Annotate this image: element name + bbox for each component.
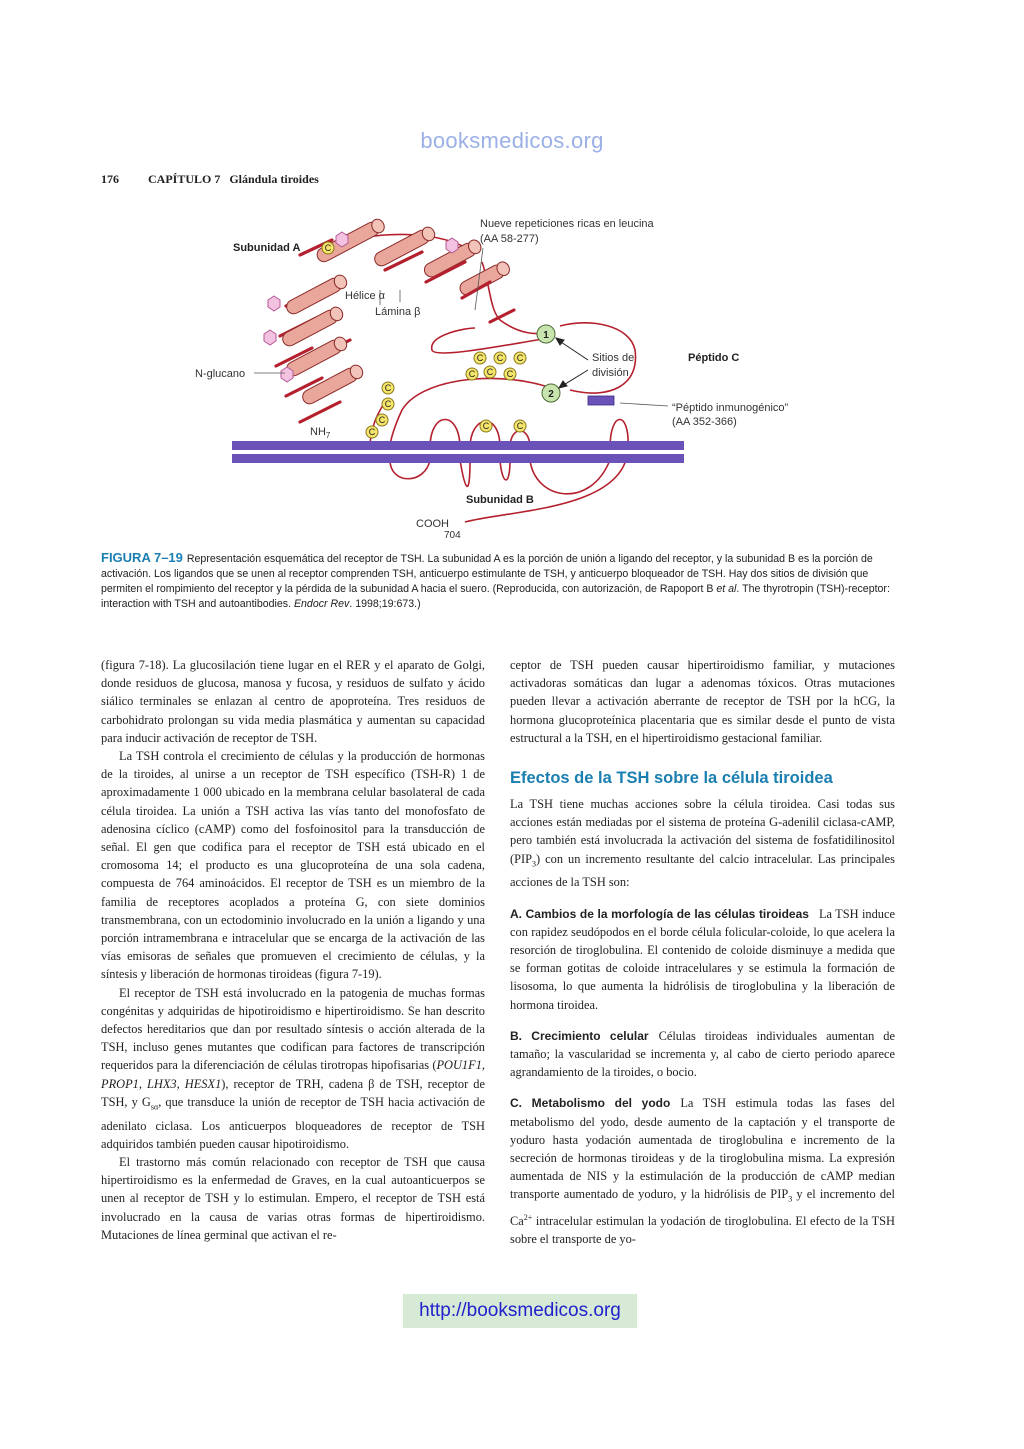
paragraph: El receptor de TSH está involucrado en la patogenia de muchas formas congénitas y adquiridas de hipotiroidismo e hipertiroidismo. Se han descrito defectos hereditarios que dan por resultado síntesis o acción alterada de la TSH, incluso genes mutantes que codifican para factores de transcripción requeridos para la diferenciación de células tirotropas hipofisarias (POU1F1, PROP1, LHX3, HESX1), receptor de TRH, cadena β de TSH, receptor de TSH, y $G_{s\alpha}$, que transduce la unión de receptor de TSH hacia activación de adenilato ciclasa. Los anticuerpos bloqueadores de receptor de TSH adquiridos también pueden causar hipotiroidismo. [101, 985, 485, 1151]
svg-text:C: C [384, 383, 392, 393]
figure-tsh-receptor [190, 210, 830, 545]
svg-text:C: C [468, 369, 476, 379]
figure-caption: FIGURA 7–19 Representación esquemática del receptor de TSH. La subunidad A es la porción de unión a ligando del receptor, y la subunidad B es la porción de activación. Los ligandos que se unen al receptor comprenden TSH, anticuerpo estimulante de TSH, y anticuerpo bloqueador de TSH. Hay dos sitios de división que permiten el rompimiento del receptor y la pérdida de la subunidad A hacia el suero. (Reproducida, con autorización, de Rapoport B et al. The thyrotropin (TSH)-receptor: interaction with TSH and autoantibodies. Endocr Rev. 1998;19:673.) [101, 550, 890, 610]
glycan-hexagon [336, 232, 348, 247]
cysteine-marker [322, 242, 334, 254]
svg-text:C: C [486, 367, 494, 377]
svg-text:(AA 58-277): (AA 58-277) [480, 233, 539, 245]
paragraph: El trastorno más común relacionado con receptor de TSH que causa hipertiroidismo es la enfermedad de Graves, en la cual autoanticuerpos se unen al receptor de TSH y lo estimulan. Empero, el receptor de TSH está involucrado en la causa de varias otras formas de hipertiroidismo. Mutaciones de línea germinal que activan el re- [101, 1154, 485, 1242]
svg-text:704: 704 [444, 530, 461, 541]
label-sheet: Lámina β [375, 306, 421, 318]
svg-text:C: C [384, 399, 392, 409]
svg-text:C: C [516, 421, 524, 431]
svg-text:(AA 352-366): (AA 352-366) [672, 416, 737, 428]
label-subunit-b: Subunidad B [466, 494, 534, 506]
paragraph: (figura 7-18). La glucosilación tiene lugar en el RER y el aparato de Golgi, donde residuos de glucosa, manosa y fucosa, y residuos de sulfato y ácido siálico terminales se enlazan al centro de apoproteína. Tres residuos de carbohidrato prolongan su vida media plasmática y aumentan su capacidad para inducir activación de receptor de TSH. [101, 658, 485, 745]
paragraph: La TSH controla el crecimiento de células y la producción de hormonas de la tiroides, al unirse a un receptor de TSH específico (TSH-R) 1 de aproximadamente 1 000 ubicado en la membrana celular basolateral de cada célula tiroidea. La unión a TSH activa las vías tanto del monofosfato de adenosina cíclico (cAMP) como del fosfoinositol para la transducción de señal. El gen que codifica para el receptor de TSH está ubicado en el cromosoma 14; el producto es una glucoproteína de una sola cadena, compuesta de 764 aminoácidos. El receptor de TSH es un miembro de la familia de receptores acoplados a proteína G, con siete dominios transmembrana, con un ectodominio involucrado en la unión a ligando y una porción intramembrana e intracelular que se encarga de la activación de las vías emisoras de señales que promueven el crecimiento de células, y la síntesis y liberación de hormonas tiroideas (figura 7-19). [101, 749, 485, 982]
chapter-title: Glándula tiroides [229, 172, 319, 186]
subsection-b: B. Crecimiento celular Células tiroideas individuales aumentan de tamaño; la vascularidad se incrementa y, al cabo de cierto periodo aparece agrandamiento de la tiroides, o bocio. [510, 1028, 895, 1080]
label-immunogenic: “Péptido inmunogénico” [672, 402, 789, 414]
right-column [510, 656, 895, 1249]
caption-label: FIGURA 7–19 [101, 550, 183, 565]
label-nh: $NH_7$ [310, 426, 331, 440]
paragraph: La TSH tiene muchas acciones sobre la célula tiroidea. Casi todas sus acciones están mediadas por el sistema de proteína G-adenilil ciclasa-cAMP, pero también está involucrada la activación del sistema de fosfatidilinositol $(PIP_3)$ con un incremento resultante del calcio intracelular. Las principales acciones de la TSH son: [510, 797, 895, 890]
running-header [101, 172, 319, 187]
svg-text:C: C [378, 415, 386, 425]
watermark-top: booksmedicos.org [420, 128, 604, 153]
label-leucine: Nueve repeticiones ricas en leucina [480, 218, 654, 230]
svg-text:C: C [476, 353, 484, 363]
subsection-c: C. Metabolismo del yodo La TSH estimula todas las fases del metabolismo del yodo, desde aumento de la captación y el transporte de yoduro hasta yodación aumentada de tiroglobulina e incremento de la secreción de hormonas tiroideas y de la tiroglobulina misma. La expresión aumentada de NIS y la estimulación de la producción de cAMP median transporte aumentado de yoduro, y la hidrólisis de $PIP_3$ y el incremento del $Ca^{2+}$ intracelular estimulan la yodación de tiroglobulina. El efecto de la TSH sobre el transporte de yo- [510, 1096, 895, 1247]
label-subunit-a: Subunidad A [233, 242, 301, 254]
svg-text:C: C [496, 353, 504, 363]
label-glycan: N-glucano [195, 368, 246, 380]
receptor-diagram [190, 210, 830, 545]
label-peptide-c: Péptido C [688, 352, 740, 364]
watermark-link[interactable]: http://booksmedicos.org [403, 1294, 637, 1328]
svg-text:C: C [368, 427, 376, 437]
svg-text:C: C [324, 243, 332, 253]
svg-text:C: C [482, 421, 490, 431]
svg-text:división: división [592, 367, 629, 379]
page-number: 176 [101, 172, 119, 186]
paragraph: ceptor de TSH pueden causar hipertiroidismo familiar, y mutaciones activadoras somáticas dan lugar a adenomas tóxicos. Otras mutaciones pueden llevar a activación aberrante de receptor de TSH por la hCG, la hormona glucoproteínica placentaria que es similar desde el punto de vista estructural a la TSH, en el hipertiroidismo gestacional familiar. [510, 658, 895, 745]
cleavage-site-2 [542, 384, 560, 402]
chapter-label: CAPÍTULO 7 [148, 172, 221, 186]
label-cooh: COOH [416, 518, 449, 530]
cleavage-site-1 [537, 325, 555, 343]
label-helix: Hélice α [345, 290, 385, 302]
subsection-a: A. Cambios de la morfología de las células tiroideas La TSH induce con rapidez seudópodos en el borde célula folicular-coloide, lo que acelera la resorción de tiroglobulina. El contenido de coloide disminuye a medida que se forman gotitas de coloide intracelulares y se estimula la formación de lisosoma, lo que aumenta la hidrólisis de tiroglobulina y la liberación de hormona tiroidea. [510, 906, 895, 1012]
immunogenic-peptide [588, 396, 614, 405]
section-heading: Efectos de la TSH sobre la célula tiroidea [510, 769, 833, 788]
svg-text:2: 2 [548, 389, 554, 400]
label-cleavage: Sitios de [592, 352, 635, 364]
left-column [101, 656, 485, 1244]
svg-text:C: C [506, 369, 514, 379]
svg-text:1: 1 [543, 330, 549, 341]
svg-text:C: C [516, 353, 524, 363]
